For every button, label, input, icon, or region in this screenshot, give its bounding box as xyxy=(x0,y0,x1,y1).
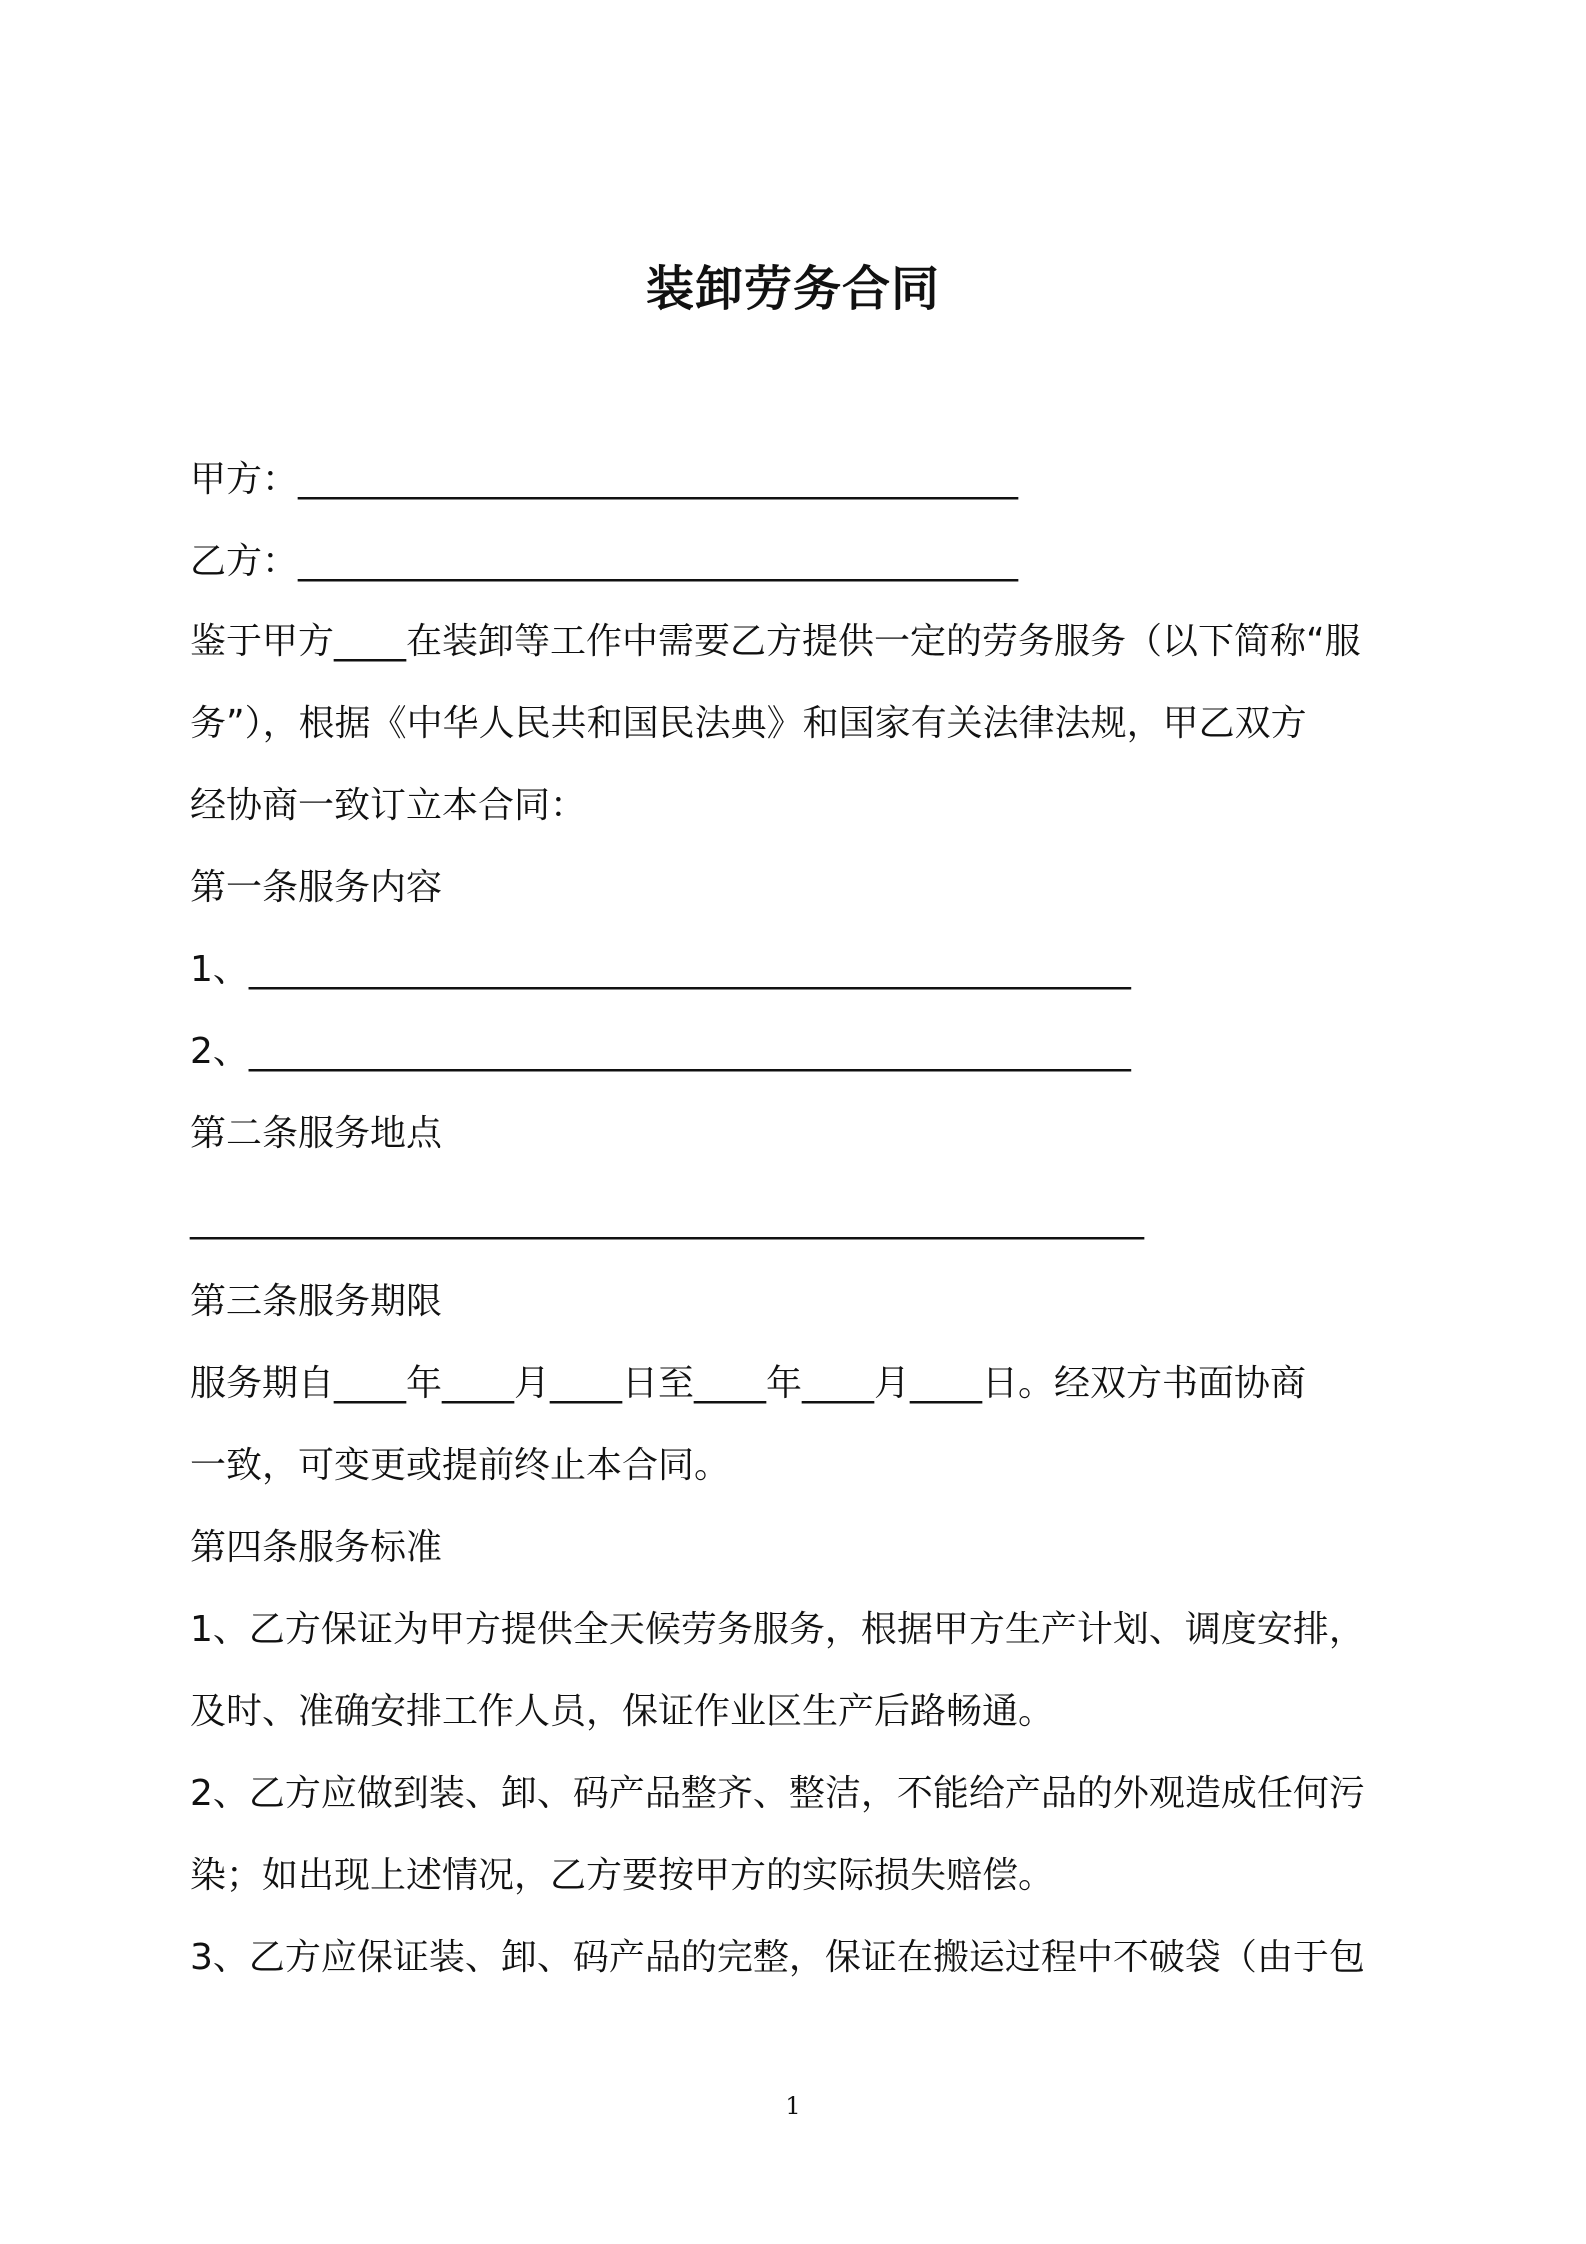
preamble-line-1: 鉴于甲方____在装卸等工作中需要乙方提供一定的劳务服务（以下简称“服 xyxy=(190,621,1361,662)
article-3-heading: 第三条服务期限 xyxy=(190,1281,443,1322)
article-1-item-2: 2、_________________________________________________ xyxy=(190,1031,1131,1072)
article-2-heading: 第二条服务地点 xyxy=(190,1113,443,1154)
article-4-item-2-line-2: 染；如出现上述情况，乙方要按甲方的实际损失赔偿。 xyxy=(190,1855,1055,1896)
party-b-line: 乙方：________________________________________ xyxy=(190,541,1019,582)
article-4-item-2-line-1: 2、乙方应做到装、卸、码产品整齐、整洁，不能给产品的外观造成任何污 xyxy=(190,1773,1365,1814)
party-a-line: 甲方：________________________________________ xyxy=(190,459,1019,500)
article-3-line-1: 服务期自____年____月____日至____年____月____日。经双方书面协商 xyxy=(190,1363,1307,1404)
article-1-heading: 第一条服务内容 xyxy=(190,867,443,908)
document-title: 装卸劳务合同 xyxy=(645,261,940,317)
article-4-item-3-line-1: 3、乙方应保证装、卸、码产品的完整，保证在搬运过程中不破袋（由于包 xyxy=(190,1937,1365,1978)
page-number: 1 xyxy=(785,2092,801,2120)
article-4-heading: 第四条服务标准 xyxy=(190,1527,443,1568)
article-4-item-1-line-1: 1、乙方保证为甲方提供全天候劳务服务，根据甲方生产计划、调度安排， xyxy=(190,1609,1365,1650)
article-3-line-2: 一致，可变更或提前终止本合同。 xyxy=(190,1445,731,1486)
article-4-item-1-line-2: 及时、准确安排工作人员，保证作业区生产后路畅通。 xyxy=(190,1691,1055,1732)
preamble-line-3: 经协商一致订立本合同： xyxy=(190,785,587,826)
preamble-line-2: 务”），根据《中华人民共和国民法典》和国家有关法律法规，甲乙双方 xyxy=(190,703,1307,744)
article-1-item-1: 1、_________________________________________________ xyxy=(190,949,1131,990)
article-2-blank: _____________________________________________________ xyxy=(190,1199,1144,1240)
